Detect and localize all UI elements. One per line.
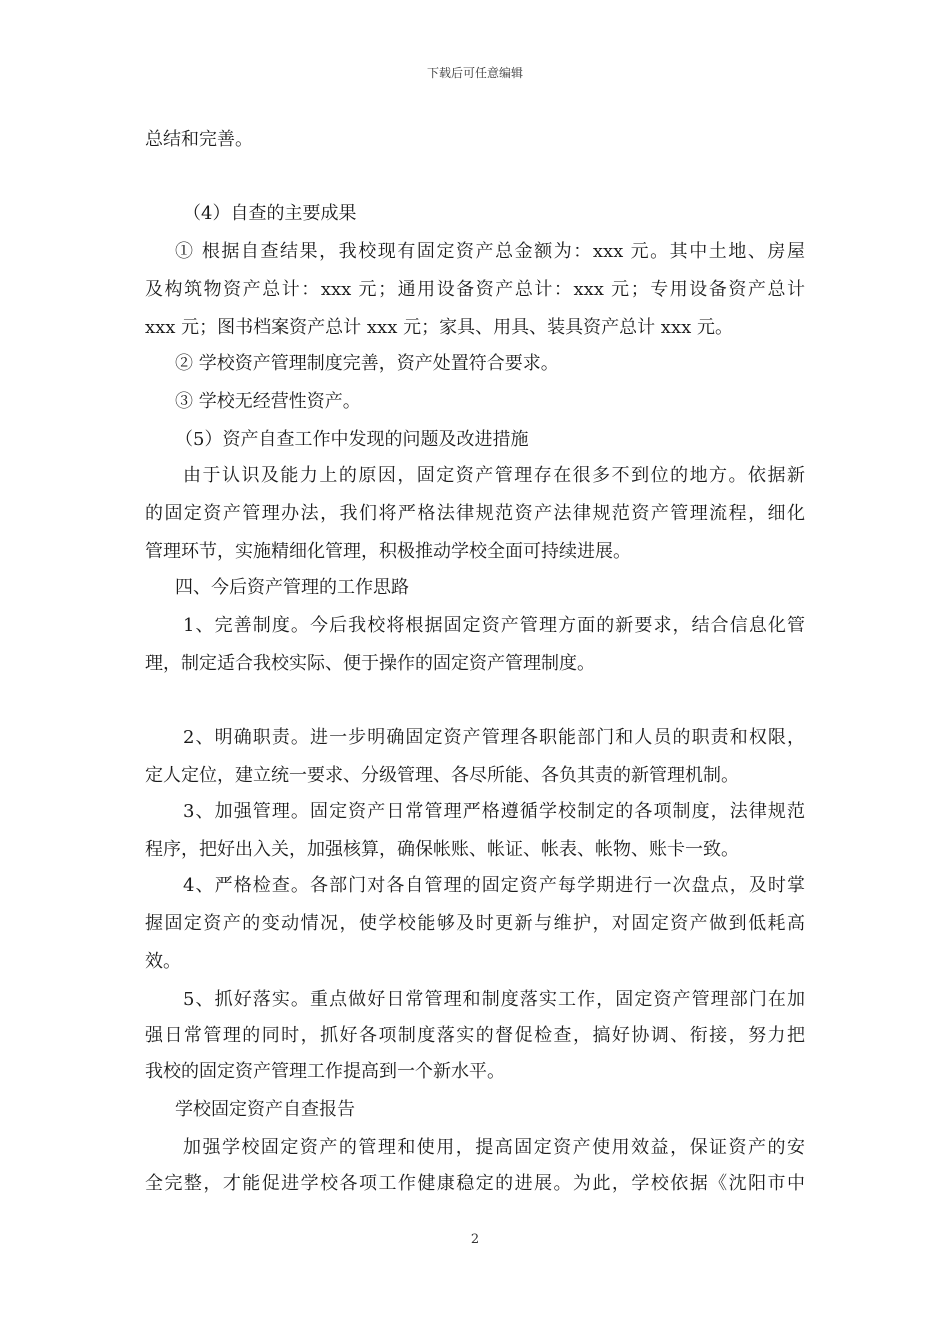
paragraph-line: 3、加强管理。固定资产日常管理严格遵循学校制定的各项制度，法律规范 xyxy=(183,801,805,822)
paragraph-line: 5、抓好落实。重点做好日常管理和制度落实工作，固定资产管理部门在加 xyxy=(183,989,805,1010)
paragraph-line: 理，制定适合我校实际、便于操作的固定资产管理制度。 xyxy=(145,653,595,674)
paragraph-line: 管理环节，实施精细化管理，积极推动学校全面可持续进展。 xyxy=(145,541,631,562)
paragraph-line: 的固定资产管理办法，我们将严格法律规范资产法律规范资产管理流程，细化 xyxy=(145,503,805,524)
paragraph-line: 全完整，才能促进学校各项工作健康稳定的进展。为此，学校依据《沈阳市中 xyxy=(145,1173,805,1194)
report-title: 学校固定资产自查报告 xyxy=(175,1099,355,1120)
paragraph-line: 程序，把好出入关，加强核算，确保帐账、帐证、帐表、帐物、账卡一致。 xyxy=(145,839,739,860)
paragraph-line: ③ 学校无经营性资产。 xyxy=(175,391,361,412)
paragraph-line: 总结和完善。 xyxy=(145,129,253,150)
paragraph-line: ① 根据自查结果，我校现有固定资产总金额为：xxx 元。其中土地、房屋 xyxy=(175,241,805,262)
page-number: 2 xyxy=(470,1232,480,1247)
paragraph-line: 1、完善制度。今后我校将根据固定资产管理方面的新要求，结合信息化管 xyxy=(183,615,805,636)
paragraph-line: 定人定位，建立统一要求、分级管理、各尽所能、各负其责的新管理机制。 xyxy=(145,765,739,786)
header-note: 下载后可任意编辑 xyxy=(426,66,523,80)
paragraph-line: 由于认识及能力上的原因，固定资产管理存在很多不到位的地方。依据新 xyxy=(183,465,805,486)
paragraph-line: 握固定资产的变动情况，使学校能够及时更新与维护，对固定资产做到低耗高 xyxy=(145,913,805,934)
section-heading: （4）自查的主要成果 xyxy=(183,203,357,224)
paragraph-line: 强日常管理的同时，抓好各项制度落实的督促检查，搞好协调、衔接，努力把 xyxy=(145,1025,805,1046)
section-heading: 四、今后资产管理的工作思路 xyxy=(175,577,409,598)
paragraph-line: 效。 xyxy=(145,951,181,972)
section-heading: （5）资产自查工作中发现的问题及改进措施 xyxy=(175,429,529,450)
paragraph-line: 我校的固定资产管理工作提高到一个新水平。 xyxy=(145,1061,505,1082)
paragraph-line: 4、严格检查。各部门对各自管理的固定资产每学期进行一次盘点，及时掌 xyxy=(183,875,805,896)
paragraph-line: 加强学校固定资产的管理和使用，提高固定资产使用效益，保证资产的安 xyxy=(183,1137,805,1158)
paragraph-line: ② 学校资产管理制度完善，资产处置符合要求。 xyxy=(175,353,559,374)
paragraph-line: xxx 元；图书档案资产总计 xxx 元；家具、用具、装具资产总计 xxx 元。 xyxy=(145,317,733,338)
paragraph-line: 及构筑物资产总计：xxx 元；通用设备资产总计：xxx 元；专用设备资产总计 xyxy=(145,279,805,300)
paragraph-line: 2、明确职责。进一步明确固定资产管理各职能部门和人员的职责和权限， xyxy=(183,727,805,748)
